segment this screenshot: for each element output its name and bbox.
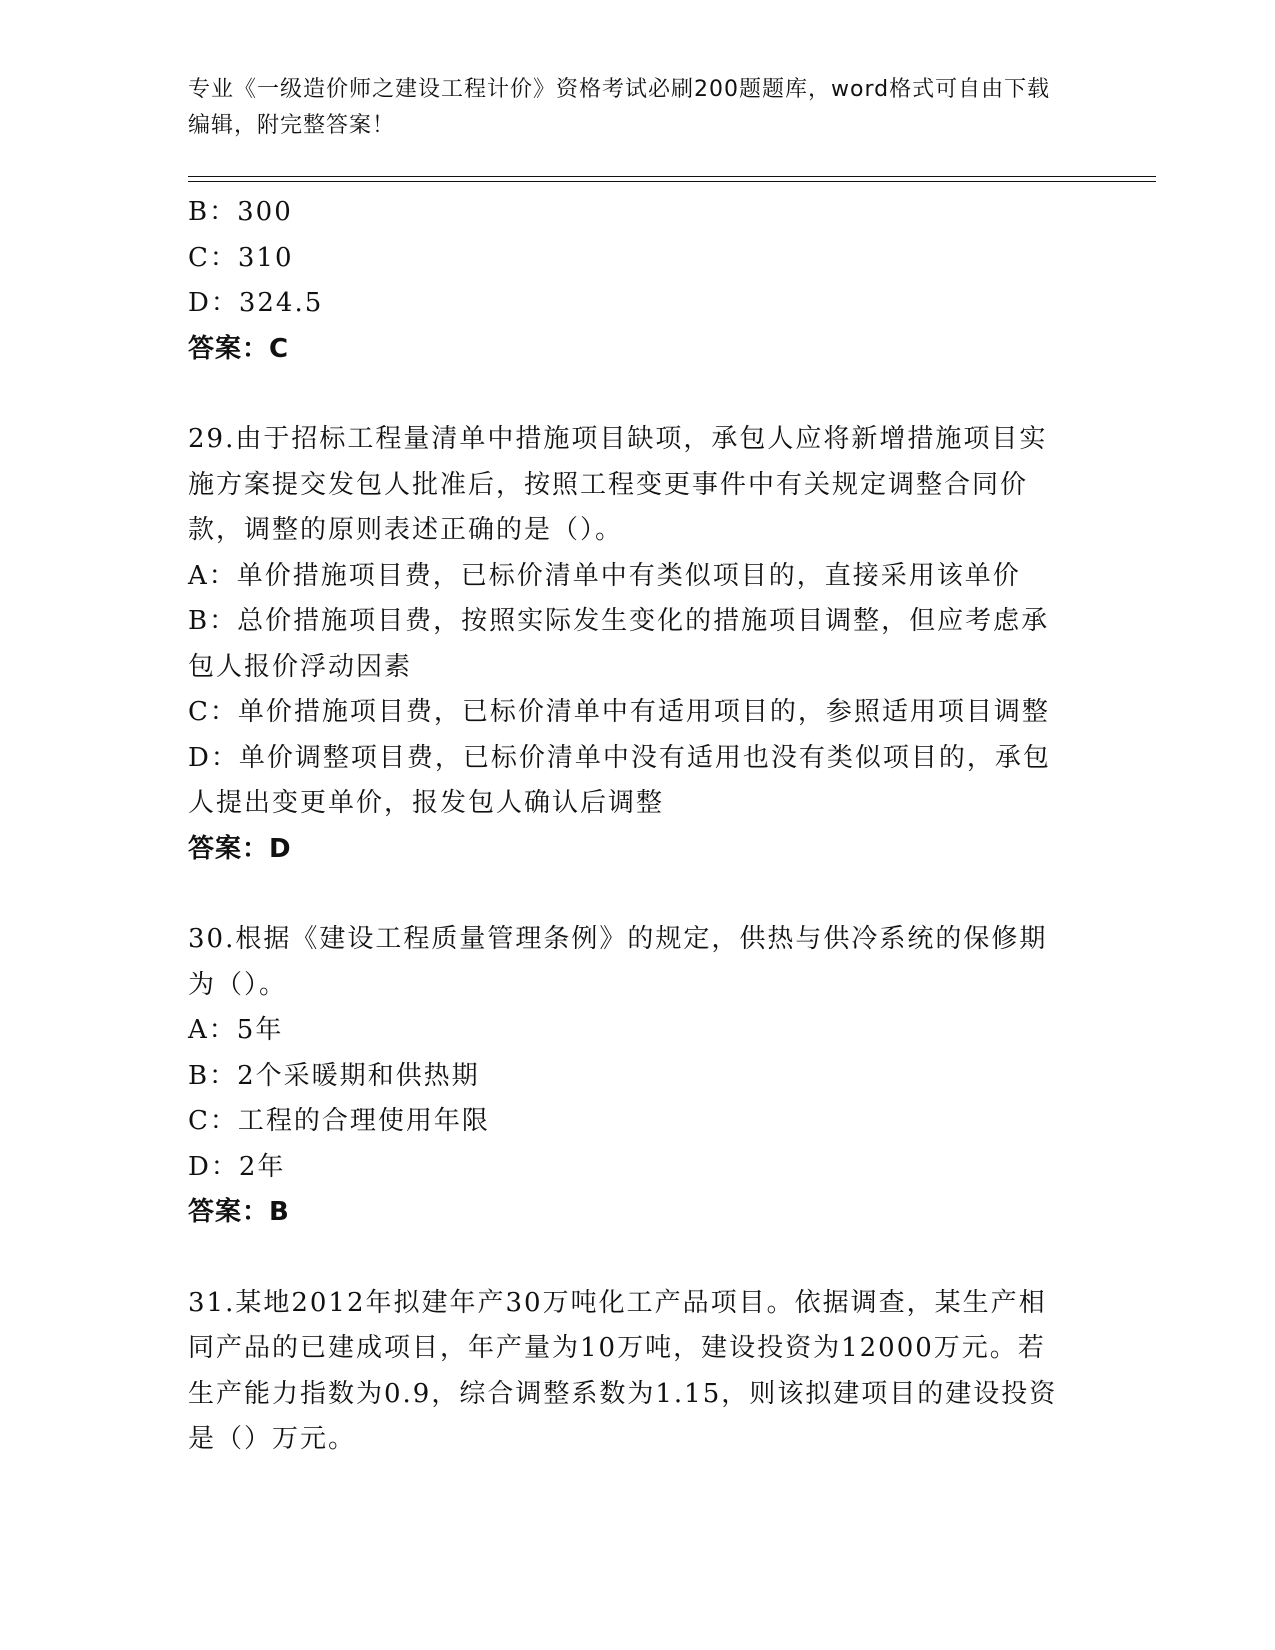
option-c: C：单价措施项目费，已标价清单中有适用项目的，参照适用项目调整 [188,697,1050,727]
spacer [188,1236,1068,1281]
header-divider-top [188,176,1156,177]
question-stem: 29.由于招标工程量清单中措施项目缺项，承包人应将新增措施项目实施方案提交发包人批准后，按照工程变更事件中有关规定调整合同价款，调整的原则表述正确的是（）。 [188,424,1048,545]
option-d: D：单价调整项目费，已标价清单中没有适用也没有类似项目的，承包人提出变更单价，报发包人确认后调整 [188,742,1051,818]
question-stem: 31.某地2012年拟建年产30万吨化工产品项目。依据调查，某生产相同产品的已建成项目，年产量为10万吨，建设投资为12000万元。若生产能力指数为0.9，综合调整系数为1.15，则该拟建项目的建设投资是（）万元。 [188,1287,1058,1454]
question-content [188,190,1068,1463]
spacer [188,372,1068,417]
option-d: D：324.5 [188,288,324,318]
option-b: B：300 [188,197,293,227]
header-divider-bottom [188,181,1156,182]
page-header: 专业《一级造价师之建设工程计价》资格考试必刷200题题库，word格式可自由下载编辑，附完整答案！ [188,77,1051,138]
option-d: D：2年 [188,1151,286,1182]
option-a: A：5年 [188,1015,284,1045]
option-c: C：工程的合理使用年限 [188,1106,490,1136]
spacer [188,872,1068,917]
option-a: A：单价措施项目费，已标价清单中有类似项目的，直接采用该单价 [188,560,1021,591]
answer-label: 答案：D [188,833,292,864]
answer-label: 答案：C [188,333,290,364]
option-b: B：总价措施项目费，按照实际发生变化的措施项目调整，但应考虑承包人报价浮动因素 [188,606,1050,682]
answer-label: 答案：B [188,1197,290,1227]
option-b: B：2个采暖期和供热期 [188,1060,480,1091]
question-stem: 30.根据《建设工程质量管理条例》的规定，供热与供冷系统的保修期为（）。 [188,924,1048,1000]
option-c: C：310 [188,242,294,273]
